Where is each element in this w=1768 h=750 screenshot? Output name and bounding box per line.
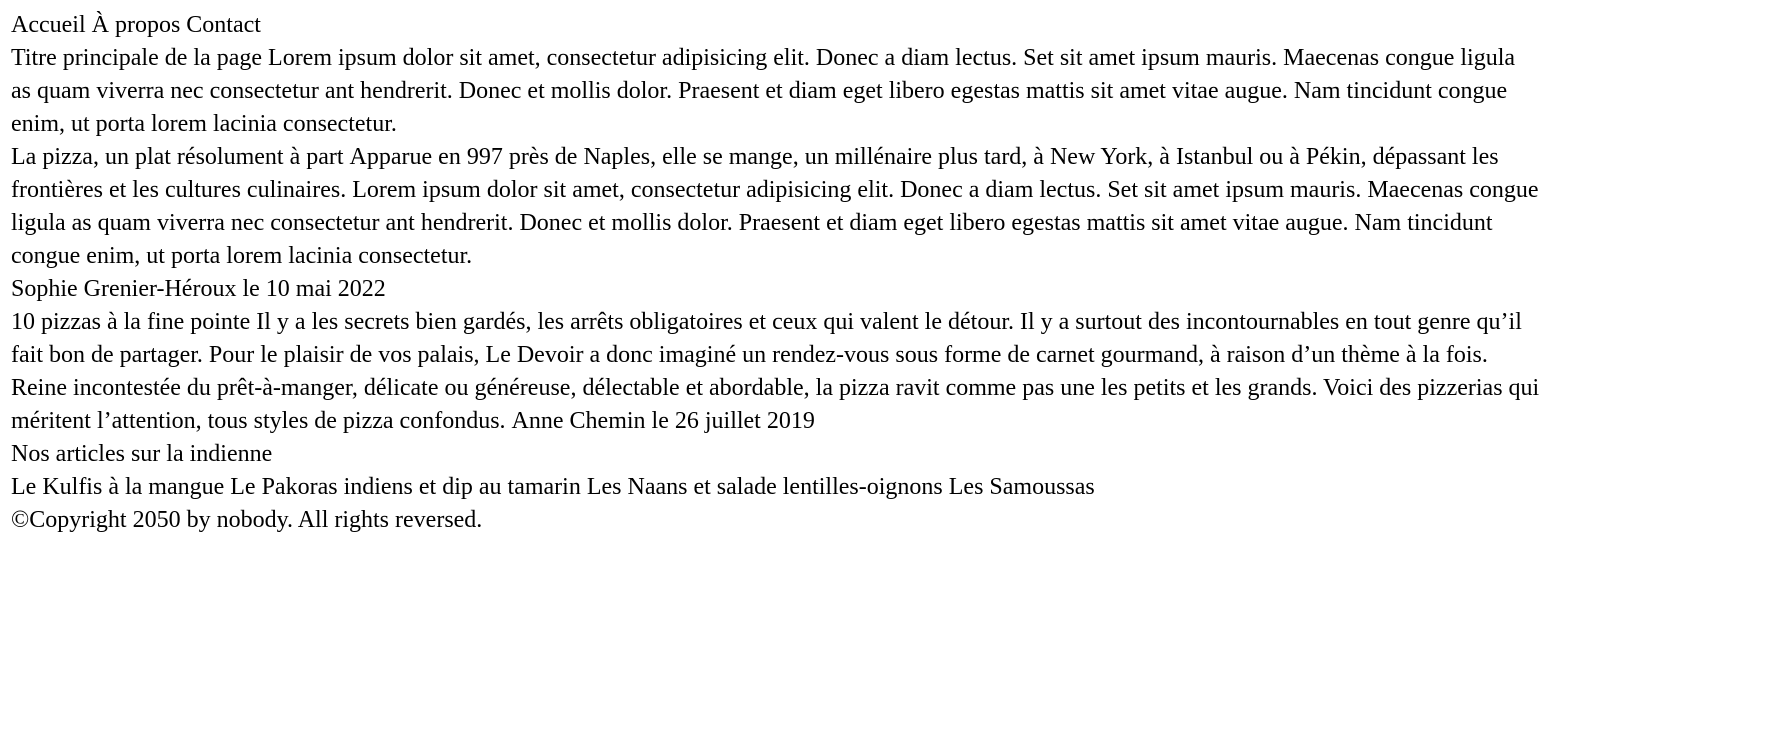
related-articles-section [11,438,1540,504]
related-article-link-kulfis[interactable]: Le Kulfis à la mangue [11,474,225,500]
article-pizza-plat-a-part [11,141,1540,273]
related-article-link-pakoras[interactable]: Le Pakoras indiens et dip au tamarin [230,474,581,500]
related-articles-list [11,471,1540,504]
site-footer [11,504,1540,537]
article-date-prefix: le [651,408,669,434]
related-article-link-naans[interactable]: Les Naans et salade lentilles-oignons [586,474,943,500]
article-body-text: Apparue en 997 près de Naples, elle se mange, un millénaire plus tard, à New York, à Istanbul ou à Pékin, dépassant les frontières et les cultures culinaires. Lorem ipsum dolor sit amet, consectetur adipisicing elit. Donec a diam lectus. Set sit amet ipsum mauris. Maecenas congue ligula as quam viverra nec consectetur ant hendrerit. Donec et mollis dolor. Praesent et diam eget libero egestas mattis sit amet vitae augue. Nam tincidunt congue enim, ut porta lorem lacinia consectetur. [11,144,1539,269]
list-item [11,474,224,500]
article-author: Anne Chemin [511,408,646,434]
article-title: La pizza, un plat résolument à part [11,144,344,170]
list-item [581,474,943,500]
copyright-text: ©Copyright 2050 by nobody. All rights reversed. [11,507,483,533]
list-item [943,474,1095,500]
hero-section [11,42,1540,141]
related-article-link-samoussas[interactable]: Les Samoussas [948,474,1095,500]
nav-item-accueil[interactable]: Accueil [11,12,86,38]
list-item [224,474,581,500]
article-body-text: Il y a les secrets bien gardés, les arrêts obligatoires et ceux qui valent le détour. Il y a surtout des incontournables en tout genre qu’il fait bon de partager. Pour le plaisir de vos palais, Le Devoir a donc imaginé un rendez-vous sous forme de carnet gourmand, à raison d’un thème à la fois. Reine incontestée du prêt-à-manger, délicate ou généreuse, délectable et abordable, la pizza ravit comme pas une les petits et les grands. Voici des pizzerias qui méritent l’attention, tous styles de pizza confondus. [11,309,1540,434]
nav-item-contact[interactable]: Contact [186,12,261,38]
article-10-pizzas [11,306,1540,438]
article-date-prefix: le [242,276,260,302]
hero-body-text: Lorem ipsum dolor sit amet, consectetur adipisicing elit. Donec a diam lectus. Set sit amet ipsum mauris. Maecenas congue ligula as quam viverra nec consectetur ant hendrerit. Donec et mollis dolor. Praesent et diam eget libero egestas mattis sit amet vitae augue. Nam tincidunt congue enim, ut porta lorem lacinia consectetur. [11,45,1516,137]
article-byline [11,273,1540,306]
related-articles-heading: Nos articles sur la indienne [11,441,273,467]
page-title: Titre principale de la page [11,45,263,71]
article-date: 26 juillet 2019 [674,408,815,434]
article-author: Sophie Grenier-Héroux [11,276,237,302]
site-navigation [11,9,1540,42]
nav-item-a-propos[interactable]: À propos [91,12,181,38]
article-title: 10 pizzas à la fine pointe [11,309,251,335]
article-date: 10 mai 2022 [265,276,386,302]
